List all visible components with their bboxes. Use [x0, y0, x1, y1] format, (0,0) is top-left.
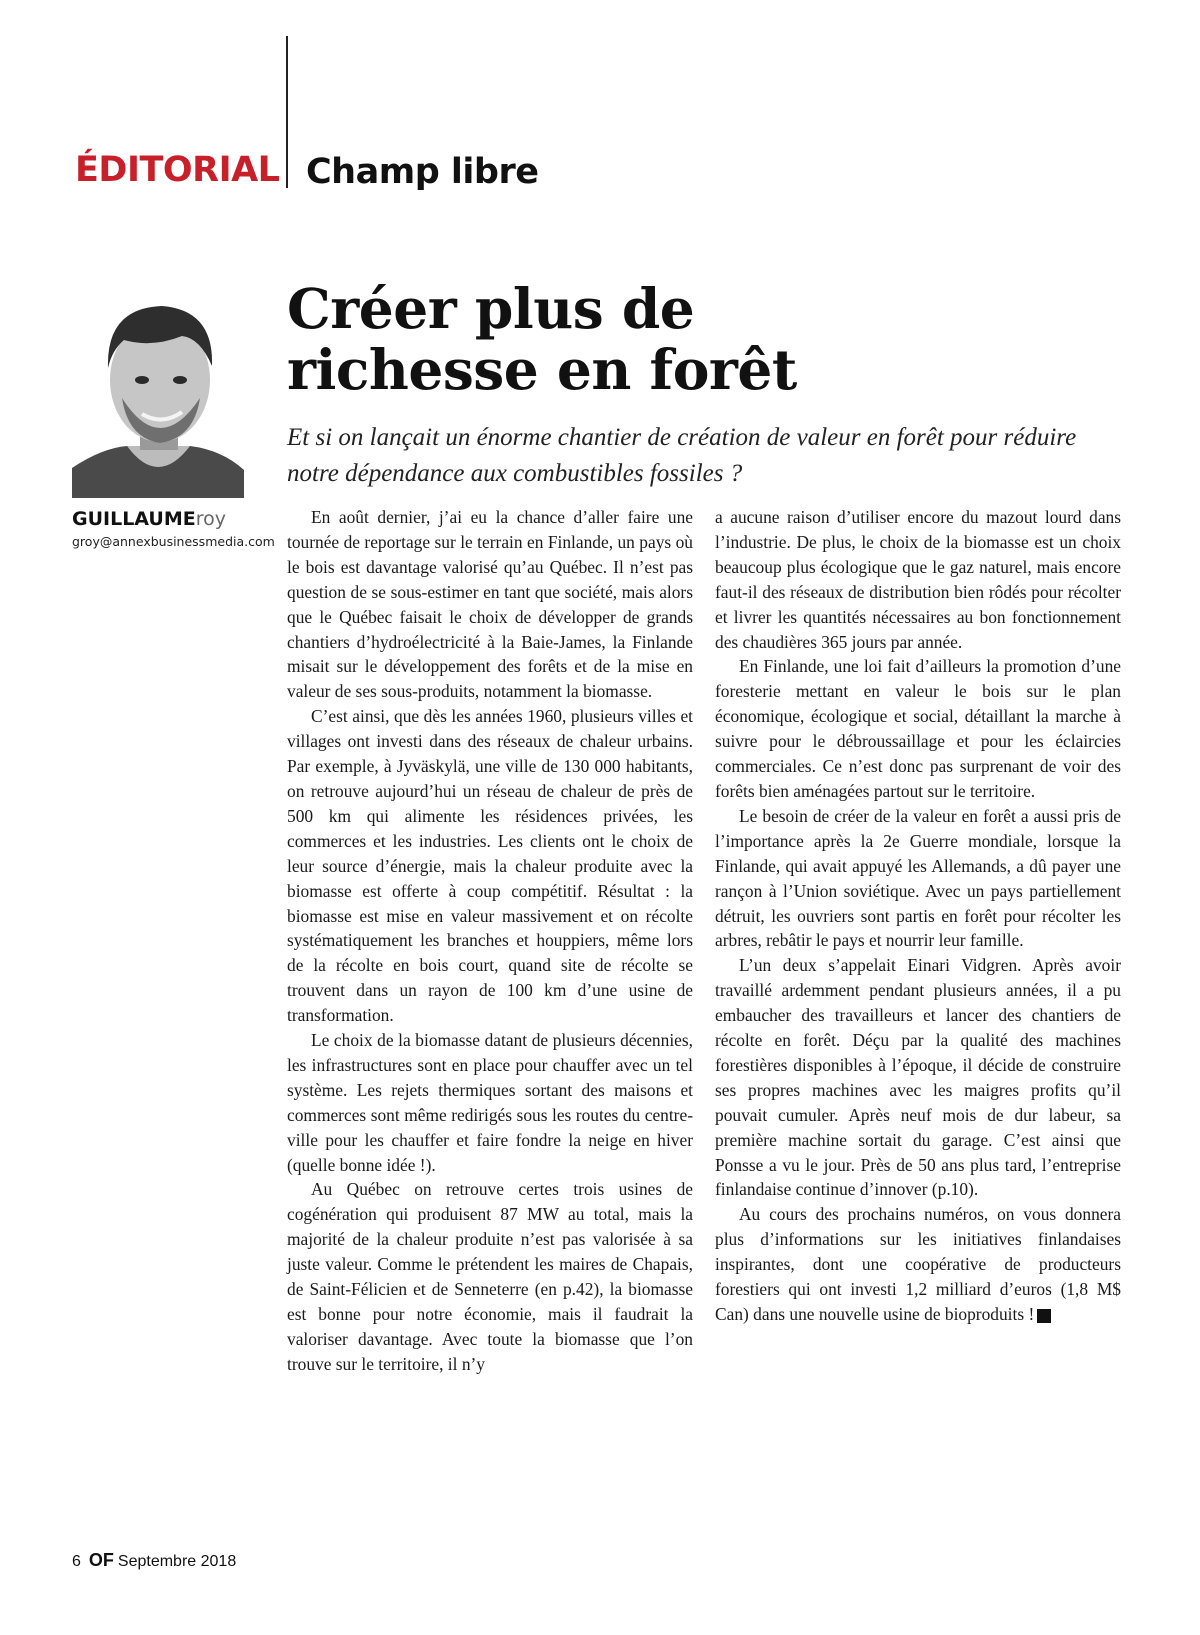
paragraph: En Finlande, une loi fait d’ailleurs la promotion d’une foresterie mettant en valeur le bois sur le plan économique, écologique et social, détaillant la marche à suivre pour le débroussaillage et pour les éclaircies commerciales. Ce n’est donc pas surprenant de voir des forêts bien aménagées partout sur le territoire. — [715, 656, 1121, 801]
article-title-line-2: richesse en forêt — [287, 337, 797, 402]
article-column-left — [287, 505, 693, 1377]
end-mark-icon: OF — [1037, 1309, 1051, 1323]
page-footer — [72, 1550, 236, 1571]
section-label: ÉDITORIAL — [75, 150, 280, 190]
paragraph: C’est ainsi, que dès les années 1960, plusieurs villes et villages ont investi dans des réseaux de chaleur urbains. Par exemple, à Jyväskylä, une ville de 130 000 habitants, on retrouve aujourd’hui un réseau de chaleur de près de 500 km qui alimente les résidences privées, les commerces et les industries. Les clients ont le choix de leur source d’énergie, mais la chaleur produite avec la biomasse est offerte à coup compétitif. Résultat : la biomasse est mise en valeur massivement et on récolte systématiquement les branches et houppiers, même lors de la récolte en bois court, quand site de récolte se trouvent dans un rayon de 100 km d’une usine de transformation. — [287, 706, 693, 1026]
magazine-name: OF — [88, 1550, 114, 1570]
paragraph: Le besoin de créer de la valeur en forêt a aussi pris de l’importance après la 2e Guerre mondiale, lorsque la Finlande, qui avait appuyé les Allemands, a dû payer une rançon à l’Union soviétique. Avec un pays partiellement détruit, les ouvriers sont partis en forêt pour récolter les arbres, rebâtir le pays et nourrir leur famille. — [715, 805, 1121, 951]
author-first-name: GUILLAUME — [72, 508, 196, 530]
issue-date: Septembre 2018 — [117, 1553, 237, 1570]
paragraph: L’un deux s’appelait Einari Vidgren. Après avoir travaillé ardemment pendant plusieurs années, il a pu embaucher des travailleurs et lancer des chantiers de récolte en forêt. Déçu par la qualité des machines forestières disponibles à l’époque, il décide de construire ses propres machines avec les maigres profits qu’il pouvait cumuler. Après neuf mois de dur labeur, sa première machine sortait du garage. C’est ainsi que Ponsse a vu le jour. Près de 50 ans plus tard, l’entreprise finlandaise continue d’innover (p.10). — [715, 955, 1121, 1200]
last-paragraph — [715, 1202, 1121, 1327]
author-last-name: roy — [195, 508, 227, 530]
header-divider — [286, 36, 288, 188]
paragraph-continuation: a aucune raison d’utiliser encore du mazout lourd dans l’industrie. De plus, le choix de la biomasse est un choix beaucoup plus écologique que le gaz naturel, mais encore faut-il des réseaux de distribution bien rôdés pour récolter et livrer les quantités nécessaires au bon fonctionnement des chaudières 365 jours par année. — [715, 507, 1121, 652]
article-title — [287, 278, 987, 400]
article-title-line-1: Créer plus de — [287, 276, 695, 341]
author-email[interactable]: groy@annexbusinessmedia.com — [72, 534, 275, 549]
page-number: 6 — [72, 1553, 81, 1570]
article-column-right — [715, 505, 1121, 1327]
paragraph: Le choix de la biomasse datant de plusieurs décennies, les infrastructures sont en place pour chauffer avec un tel système. Les rejets thermiques sortant des maisons et commerces sont même redirigés sous les routes du centre-ville pour les chauffer et faire fondre la neige en hiver (quelle bonne idée !). — [287, 1030, 693, 1175]
last-paragraph-text: Au cours des prochains numéros, on vous donnera plus d’informations sur les initiatives finlandaises inspirantes, dont une coopérative de producteurs forestiers qui ont investi 1,2 milliard d’euros (1,8 M$ Can) dans une nouvelle usine de bioproduits ! — [715, 1204, 1121, 1324]
paragraph: Au Québec on retrouve certes trois usines de cogénération qui produisent 87 MW au total, mais la majorité de la chaleur produite n’est pas valorisée à sa juste valeur. Comme le prétendent les maires de Chapais, de Saint-Félicien et de Senneterre (en p.42), la biomasse est bonne pour notre économie, mais il faudrait la valoriser davantage. Avec toute la biomasse que l’on trouve sur le territoire, il n’y — [287, 1179, 693, 1374]
author-photo — [72, 288, 244, 498]
author-name — [72, 508, 226, 530]
article-dek: Et si on lançait un énorme chantier de création de valeur en forêt pour réduire notre dépendance aux combustibles fossiles ? — [287, 424, 1077, 487]
column-name: Champ libre — [306, 152, 539, 192]
paragraph: En août dernier, j’ai eu la chance d’aller faire une tournée de reportage sur le terrain en Finlande, un pays où le bois est davantage valorisé qu’au Québec. Il n’est pas question de se sous-estimer en tant que société, mais alors que le Québec faisait le choix de développer de grands chantiers d’hydroélectricité à la Baie-James, la Finlande misait sur le développement des forêts et de la mise en valeur de ses sous-produits, notamment la biomasse. — [287, 507, 693, 702]
